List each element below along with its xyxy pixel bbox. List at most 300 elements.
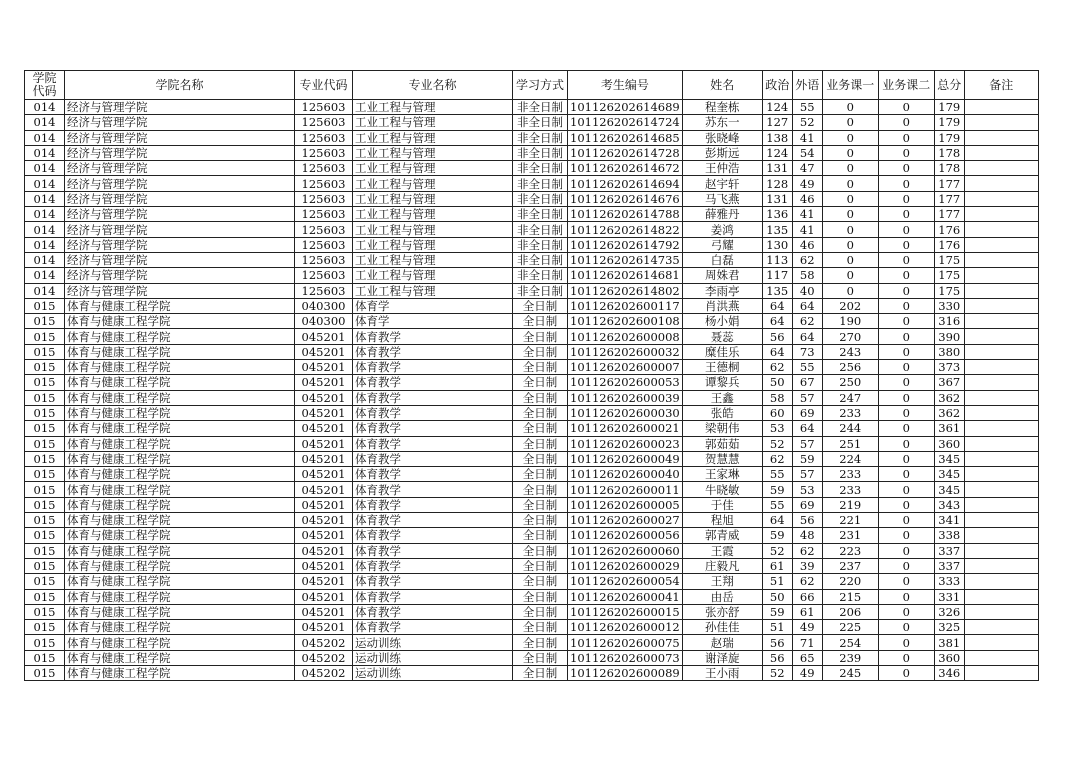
header-total: 总分 (934, 71, 964, 100)
college-code-cell: 014 (25, 191, 65, 206)
college-name-cell: 体育与健康工程学院 (65, 482, 295, 497)
remarks-cell (964, 298, 1038, 313)
politics-score-cell: 59 (762, 604, 792, 619)
study-mode-cell: 全日制 (513, 390, 568, 405)
total-score-cell: 380 (934, 344, 964, 359)
foreign-language-score-cell: 66 (792, 589, 822, 604)
admission-score-table (24, 70, 1039, 681)
politics-score-cell: 50 (762, 589, 792, 604)
total-score-cell: 343 (934, 497, 964, 512)
study-mode-cell: 非全日制 (513, 283, 568, 298)
total-score-cell: 333 (934, 574, 964, 589)
politics-score-cell: 124 (762, 100, 792, 115)
major-name-cell: 体育教学 (353, 589, 513, 604)
politics-score-cell: 62 (762, 451, 792, 466)
college-name-cell: 经济与管理学院 (65, 222, 295, 237)
foreign-language-score-cell: 52 (792, 115, 822, 130)
table-row (25, 436, 1039, 451)
candidate-id-cell: 101126202614728 (568, 145, 683, 160)
candidate-id-cell: 101126202600073 (568, 650, 683, 665)
major-name-cell: 运动训练 (353, 665, 513, 680)
course-1-score-cell: 0 (822, 222, 878, 237)
table-row (25, 222, 1039, 237)
foreign-language-score-cell: 49 (792, 620, 822, 635)
politics-score-cell: 51 (762, 620, 792, 635)
foreign-language-score-cell: 41 (792, 207, 822, 222)
college-code-cell: 015 (25, 375, 65, 390)
table-row (25, 574, 1039, 589)
study-mode-cell: 全日制 (513, 558, 568, 573)
major-code-cell: 045202 (295, 635, 353, 650)
college-code-cell: 015 (25, 665, 65, 680)
course-1-score-cell: 225 (822, 620, 878, 635)
major-code-cell: 045201 (295, 513, 353, 528)
college-name-cell: 体育与健康工程学院 (65, 298, 295, 313)
study-mode-cell: 全日制 (513, 497, 568, 512)
politics-score-cell: 64 (762, 298, 792, 313)
candidate-id-cell: 101126202600021 (568, 421, 683, 436)
header-college-code: 学院代码 (25, 71, 65, 100)
politics-score-cell: 58 (762, 390, 792, 405)
politics-score-cell: 127 (762, 115, 792, 130)
major-name-cell: 体育教学 (353, 574, 513, 589)
course-1-score-cell: 202 (822, 298, 878, 313)
course-2-score-cell: 0 (878, 405, 934, 420)
college-code-cell: 015 (25, 513, 65, 528)
table-row (25, 176, 1039, 191)
study-mode-cell: 全日制 (513, 405, 568, 420)
header-row (25, 71, 1039, 100)
college-code-cell: 015 (25, 635, 65, 650)
table-row (25, 650, 1039, 665)
major-name-cell: 体育教学 (353, 329, 513, 344)
remarks-cell (964, 268, 1038, 283)
table-row (25, 161, 1039, 176)
student-name-cell: 王霞 (682, 543, 762, 558)
student-name-cell: 李雨亭 (682, 283, 762, 298)
total-score-cell: 175 (934, 283, 964, 298)
study-mode-cell: 全日制 (513, 482, 568, 497)
total-score-cell: 390 (934, 329, 964, 344)
table-row (25, 558, 1039, 573)
study-mode-cell: 非全日制 (513, 268, 568, 283)
foreign-language-score-cell: 69 (792, 497, 822, 512)
foreign-language-score-cell: 67 (792, 375, 822, 390)
total-score-cell: 345 (934, 482, 964, 497)
table-row (25, 390, 1039, 405)
total-score-cell: 346 (934, 665, 964, 680)
header-name: 姓名 (682, 71, 762, 100)
total-score-cell: 337 (934, 558, 964, 573)
remarks-cell (964, 528, 1038, 543)
candidate-id-cell: 101126202600053 (568, 375, 683, 390)
student-name-cell: 周姝君 (682, 268, 762, 283)
study-mode-cell: 非全日制 (513, 115, 568, 130)
candidate-id-cell: 101126202600056 (568, 528, 683, 543)
total-score-cell: 175 (934, 268, 964, 283)
college-name-cell: 经济与管理学院 (65, 283, 295, 298)
foreign-language-score-cell: 46 (792, 237, 822, 252)
college-code-cell: 015 (25, 558, 65, 573)
college-name-cell: 体育与健康工程学院 (65, 574, 295, 589)
major-name-cell: 体育学 (353, 298, 513, 313)
table-row (25, 191, 1039, 206)
remarks-cell (964, 650, 1038, 665)
remarks-cell (964, 222, 1038, 237)
candidate-id-cell: 101126202600054 (568, 574, 683, 589)
foreign-language-score-cell: 62 (792, 314, 822, 329)
foreign-language-score-cell: 56 (792, 513, 822, 528)
foreign-language-score-cell: 48 (792, 528, 822, 543)
course-2-score-cell: 0 (878, 268, 934, 283)
course-2-score-cell: 0 (878, 222, 934, 237)
foreign-language-score-cell: 39 (792, 558, 822, 573)
politics-score-cell: 53 (762, 421, 792, 436)
course-1-score-cell: 0 (822, 191, 878, 206)
college-code-cell: 015 (25, 405, 65, 420)
remarks-cell (964, 176, 1038, 191)
college-code-cell: 014 (25, 207, 65, 222)
table-row (25, 421, 1039, 436)
study-mode-cell: 非全日制 (513, 222, 568, 237)
candidate-id-cell: 101126202614735 (568, 252, 683, 267)
remarks-cell (964, 513, 1038, 528)
major-name-cell: 体育教学 (353, 467, 513, 482)
candidate-id-cell: 101126202600040 (568, 467, 683, 482)
major-name-cell: 工业工程与管理 (353, 222, 513, 237)
major-code-cell: 045201 (295, 375, 353, 390)
study-mode-cell: 全日制 (513, 574, 568, 589)
foreign-language-score-cell: 59 (792, 451, 822, 466)
major-code-cell: 125603 (295, 237, 353, 252)
total-score-cell: 177 (934, 207, 964, 222)
total-score-cell: 360 (934, 650, 964, 665)
study-mode-cell: 非全日制 (513, 207, 568, 222)
candidate-id-cell: 101126202600041 (568, 589, 683, 604)
major-name-cell: 工业工程与管理 (353, 237, 513, 252)
student-name-cell: 程奎栋 (682, 100, 762, 115)
college-code-cell: 015 (25, 344, 65, 359)
major-name-cell: 工业工程与管理 (353, 115, 513, 130)
course-1-score-cell: 239 (822, 650, 878, 665)
candidate-id-cell: 101126202600032 (568, 344, 683, 359)
course-1-score-cell: 0 (822, 176, 878, 191)
major-name-cell: 体育教学 (353, 436, 513, 451)
candidate-id-cell: 101126202614681 (568, 268, 683, 283)
foreign-language-score-cell: 65 (792, 650, 822, 665)
table-row (25, 360, 1039, 375)
table-row (25, 145, 1039, 160)
remarks-cell (964, 589, 1038, 604)
student-name-cell: 白磊 (682, 252, 762, 267)
table-row (25, 100, 1039, 115)
foreign-language-score-cell: 57 (792, 467, 822, 482)
foreign-language-score-cell: 71 (792, 635, 822, 650)
college-name-cell: 经济与管理学院 (65, 161, 295, 176)
candidate-id-cell: 101126202614802 (568, 283, 683, 298)
major-code-cell: 045201 (295, 467, 353, 482)
total-score-cell: 179 (934, 100, 964, 115)
total-score-cell: 179 (934, 130, 964, 145)
college-code-cell: 015 (25, 528, 65, 543)
study-mode-cell: 全日制 (513, 421, 568, 436)
course-2-score-cell: 0 (878, 421, 934, 436)
candidate-id-cell: 101126202600030 (568, 405, 683, 420)
candidate-id-cell: 101126202600075 (568, 635, 683, 650)
study-mode-cell: 全日制 (513, 451, 568, 466)
student-name-cell: 苏东一 (682, 115, 762, 130)
table-row (25, 497, 1039, 512)
major-code-cell: 125603 (295, 222, 353, 237)
major-code-cell: 045201 (295, 421, 353, 436)
candidate-id-cell: 101126202600011 (568, 482, 683, 497)
total-score-cell: 326 (934, 604, 964, 619)
course-1-score-cell: 215 (822, 589, 878, 604)
major-name-cell: 体育教学 (353, 390, 513, 405)
total-score-cell: 367 (934, 375, 964, 390)
remarks-cell (964, 207, 1038, 222)
major-name-cell: 运动训练 (353, 650, 513, 665)
study-mode-cell: 全日制 (513, 665, 568, 680)
remarks-cell (964, 451, 1038, 466)
table-row (25, 252, 1039, 267)
major-code-cell: 045201 (295, 390, 353, 405)
major-code-cell: 125603 (295, 283, 353, 298)
major-code-cell: 045201 (295, 528, 353, 543)
table-row (25, 115, 1039, 130)
course-1-score-cell: 247 (822, 390, 878, 405)
course-2-score-cell: 0 (878, 620, 934, 635)
college-name-cell: 体育与健康工程学院 (65, 436, 295, 451)
header-major-name: 专业名称 (353, 71, 513, 100)
politics-score-cell: 131 (762, 191, 792, 206)
politics-score-cell: 135 (762, 283, 792, 298)
student-name-cell: 郭青威 (682, 528, 762, 543)
student-name-cell: 王德桐 (682, 360, 762, 375)
table-row (25, 589, 1039, 604)
course-2-score-cell: 0 (878, 130, 934, 145)
total-score-cell: 361 (934, 421, 964, 436)
candidate-id-cell: 101126202600008 (568, 329, 683, 344)
college-name-cell: 体育与健康工程学院 (65, 405, 295, 420)
politics-score-cell: 56 (762, 329, 792, 344)
major-name-cell: 工业工程与管理 (353, 161, 513, 176)
course-1-score-cell: 223 (822, 543, 878, 558)
candidate-id-cell: 101126202614672 (568, 161, 683, 176)
major-code-cell: 040300 (295, 298, 353, 313)
foreign-language-score-cell: 46 (792, 191, 822, 206)
course-1-score-cell: 224 (822, 451, 878, 466)
foreign-language-score-cell: 53 (792, 482, 822, 497)
foreign-language-score-cell: 69 (792, 405, 822, 420)
major-code-cell: 125603 (295, 100, 353, 115)
college-name-cell: 经济与管理学院 (65, 176, 295, 191)
major-code-cell: 045201 (295, 482, 353, 497)
remarks-cell (964, 283, 1038, 298)
foreign-language-score-cell: 58 (792, 268, 822, 283)
major-name-cell: 工业工程与管理 (353, 283, 513, 298)
table-row (25, 528, 1039, 543)
candidate-id-cell: 101126202600023 (568, 436, 683, 451)
college-name-cell: 体育与健康工程学院 (65, 344, 295, 359)
course-1-score-cell: 243 (822, 344, 878, 359)
major-code-cell: 125603 (295, 161, 353, 176)
student-name-cell: 牛晓敏 (682, 482, 762, 497)
course-1-score-cell: 0 (822, 161, 878, 176)
student-name-cell: 赵宇轩 (682, 176, 762, 191)
remarks-cell (964, 436, 1038, 451)
study-mode-cell: 非全日制 (513, 100, 568, 115)
major-name-cell: 体育教学 (353, 344, 513, 359)
study-mode-cell: 非全日制 (513, 130, 568, 145)
course-1-score-cell: 237 (822, 558, 878, 573)
politics-score-cell: 50 (762, 375, 792, 390)
study-mode-cell: 非全日制 (513, 252, 568, 267)
politics-score-cell: 60 (762, 405, 792, 420)
college-name-cell: 体育与健康工程学院 (65, 390, 295, 405)
college-code-cell: 015 (25, 451, 65, 466)
major-code-cell: 045201 (295, 360, 353, 375)
major-code-cell: 045201 (295, 620, 353, 635)
major-name-cell: 体育教学 (353, 482, 513, 497)
candidate-id-cell: 101126202614689 (568, 100, 683, 115)
politics-score-cell: 62 (762, 360, 792, 375)
major-code-cell: 125603 (295, 191, 353, 206)
student-name-cell: 王翔 (682, 574, 762, 589)
college-code-cell: 014 (25, 252, 65, 267)
foreign-language-score-cell: 54 (792, 145, 822, 160)
course-2-score-cell: 0 (878, 176, 934, 191)
total-score-cell: 337 (934, 543, 964, 558)
course-1-score-cell: 0 (822, 207, 878, 222)
remarks-cell (964, 390, 1038, 405)
remarks-cell (964, 115, 1038, 130)
remarks-cell (964, 574, 1038, 589)
total-score-cell: 331 (934, 589, 964, 604)
course-1-score-cell: 0 (822, 237, 878, 252)
politics-score-cell: 55 (762, 467, 792, 482)
remarks-cell (964, 482, 1038, 497)
college-code-cell: 015 (25, 314, 65, 329)
college-name-cell: 体育与健康工程学院 (65, 558, 295, 573)
course-2-score-cell: 0 (878, 314, 934, 329)
major-code-cell: 045201 (295, 497, 353, 512)
college-name-cell: 体育与健康工程学院 (65, 451, 295, 466)
college-name-cell: 体育与健康工程学院 (65, 421, 295, 436)
study-mode-cell: 全日制 (513, 314, 568, 329)
course-2-score-cell: 0 (878, 360, 934, 375)
header-major-code: 专业代码 (295, 71, 353, 100)
politics-score-cell: 136 (762, 207, 792, 222)
college-code-cell: 015 (25, 467, 65, 482)
remarks-cell (964, 191, 1038, 206)
course-1-score-cell: 250 (822, 375, 878, 390)
total-score-cell: 330 (934, 298, 964, 313)
college-name-cell: 体育与健康工程学院 (65, 513, 295, 528)
college-name-cell: 体育与健康工程学院 (65, 467, 295, 482)
major-code-cell: 125603 (295, 145, 353, 160)
student-name-cell: 赵瑞 (682, 635, 762, 650)
college-name-cell: 体育与健康工程学院 (65, 528, 295, 543)
major-name-cell: 体育教学 (353, 513, 513, 528)
college-code-cell: 015 (25, 497, 65, 512)
remarks-cell (964, 100, 1038, 115)
course-1-score-cell: 0 (822, 268, 878, 283)
course-2-score-cell: 0 (878, 237, 934, 252)
course-1-score-cell: 0 (822, 283, 878, 298)
course-2-score-cell: 0 (878, 528, 934, 543)
total-score-cell: 177 (934, 176, 964, 191)
study-mode-cell: 全日制 (513, 650, 568, 665)
student-name-cell: 梁朝伟 (682, 421, 762, 436)
course-1-score-cell: 219 (822, 497, 878, 512)
remarks-cell (964, 497, 1038, 512)
student-name-cell: 王家琳 (682, 467, 762, 482)
course-1-score-cell: 231 (822, 528, 878, 543)
course-1-score-cell: 221 (822, 513, 878, 528)
major-name-cell: 体育教学 (353, 604, 513, 619)
college-code-cell: 015 (25, 543, 65, 558)
college-name-cell: 体育与健康工程学院 (65, 497, 295, 512)
major-name-cell: 体育教学 (353, 375, 513, 390)
study-mode-cell: 全日制 (513, 620, 568, 635)
table-body (25, 100, 1039, 681)
college-name-cell: 经济与管理学院 (65, 237, 295, 252)
course-1-score-cell: 254 (822, 635, 878, 650)
major-name-cell: 工业工程与管理 (353, 176, 513, 191)
college-code-cell: 015 (25, 650, 65, 665)
remarks-cell (964, 467, 1038, 482)
study-mode-cell: 全日制 (513, 513, 568, 528)
total-score-cell: 176 (934, 222, 964, 237)
study-mode-cell: 非全日制 (513, 145, 568, 160)
college-name-cell: 体育与健康工程学院 (65, 589, 295, 604)
course-2-score-cell: 0 (878, 191, 934, 206)
major-name-cell: 运动训练 (353, 635, 513, 650)
college-code-cell: 015 (25, 390, 65, 405)
header-politics: 政治 (762, 71, 792, 100)
college-code-cell: 014 (25, 222, 65, 237)
remarks-cell (964, 665, 1038, 680)
politics-score-cell: 52 (762, 436, 792, 451)
study-mode-cell: 全日制 (513, 528, 568, 543)
table-row (25, 207, 1039, 222)
student-name-cell: 于佳 (682, 497, 762, 512)
table-row (25, 329, 1039, 344)
candidate-id-cell: 101126202614676 (568, 191, 683, 206)
table-row (25, 513, 1039, 528)
course-1-score-cell: 256 (822, 360, 878, 375)
candidate-id-cell: 101126202600005 (568, 497, 683, 512)
major-code-cell: 045202 (295, 665, 353, 680)
foreign-language-score-cell: 57 (792, 436, 822, 451)
foreign-language-score-cell: 62 (792, 252, 822, 267)
total-score-cell: 373 (934, 360, 964, 375)
college-code-cell: 015 (25, 436, 65, 451)
candidate-id-cell: 101126202600039 (568, 390, 683, 405)
major-name-cell: 体育教学 (353, 620, 513, 635)
foreign-language-score-cell: 61 (792, 604, 822, 619)
table-row (25, 635, 1039, 650)
study-mode-cell: 全日制 (513, 589, 568, 604)
course-2-score-cell: 0 (878, 252, 934, 267)
major-code-cell: 125603 (295, 252, 353, 267)
remarks-cell (964, 130, 1038, 145)
college-code-cell: 014 (25, 268, 65, 283)
table-row (25, 467, 1039, 482)
course-2-score-cell: 0 (878, 665, 934, 680)
total-score-cell: 175 (934, 252, 964, 267)
